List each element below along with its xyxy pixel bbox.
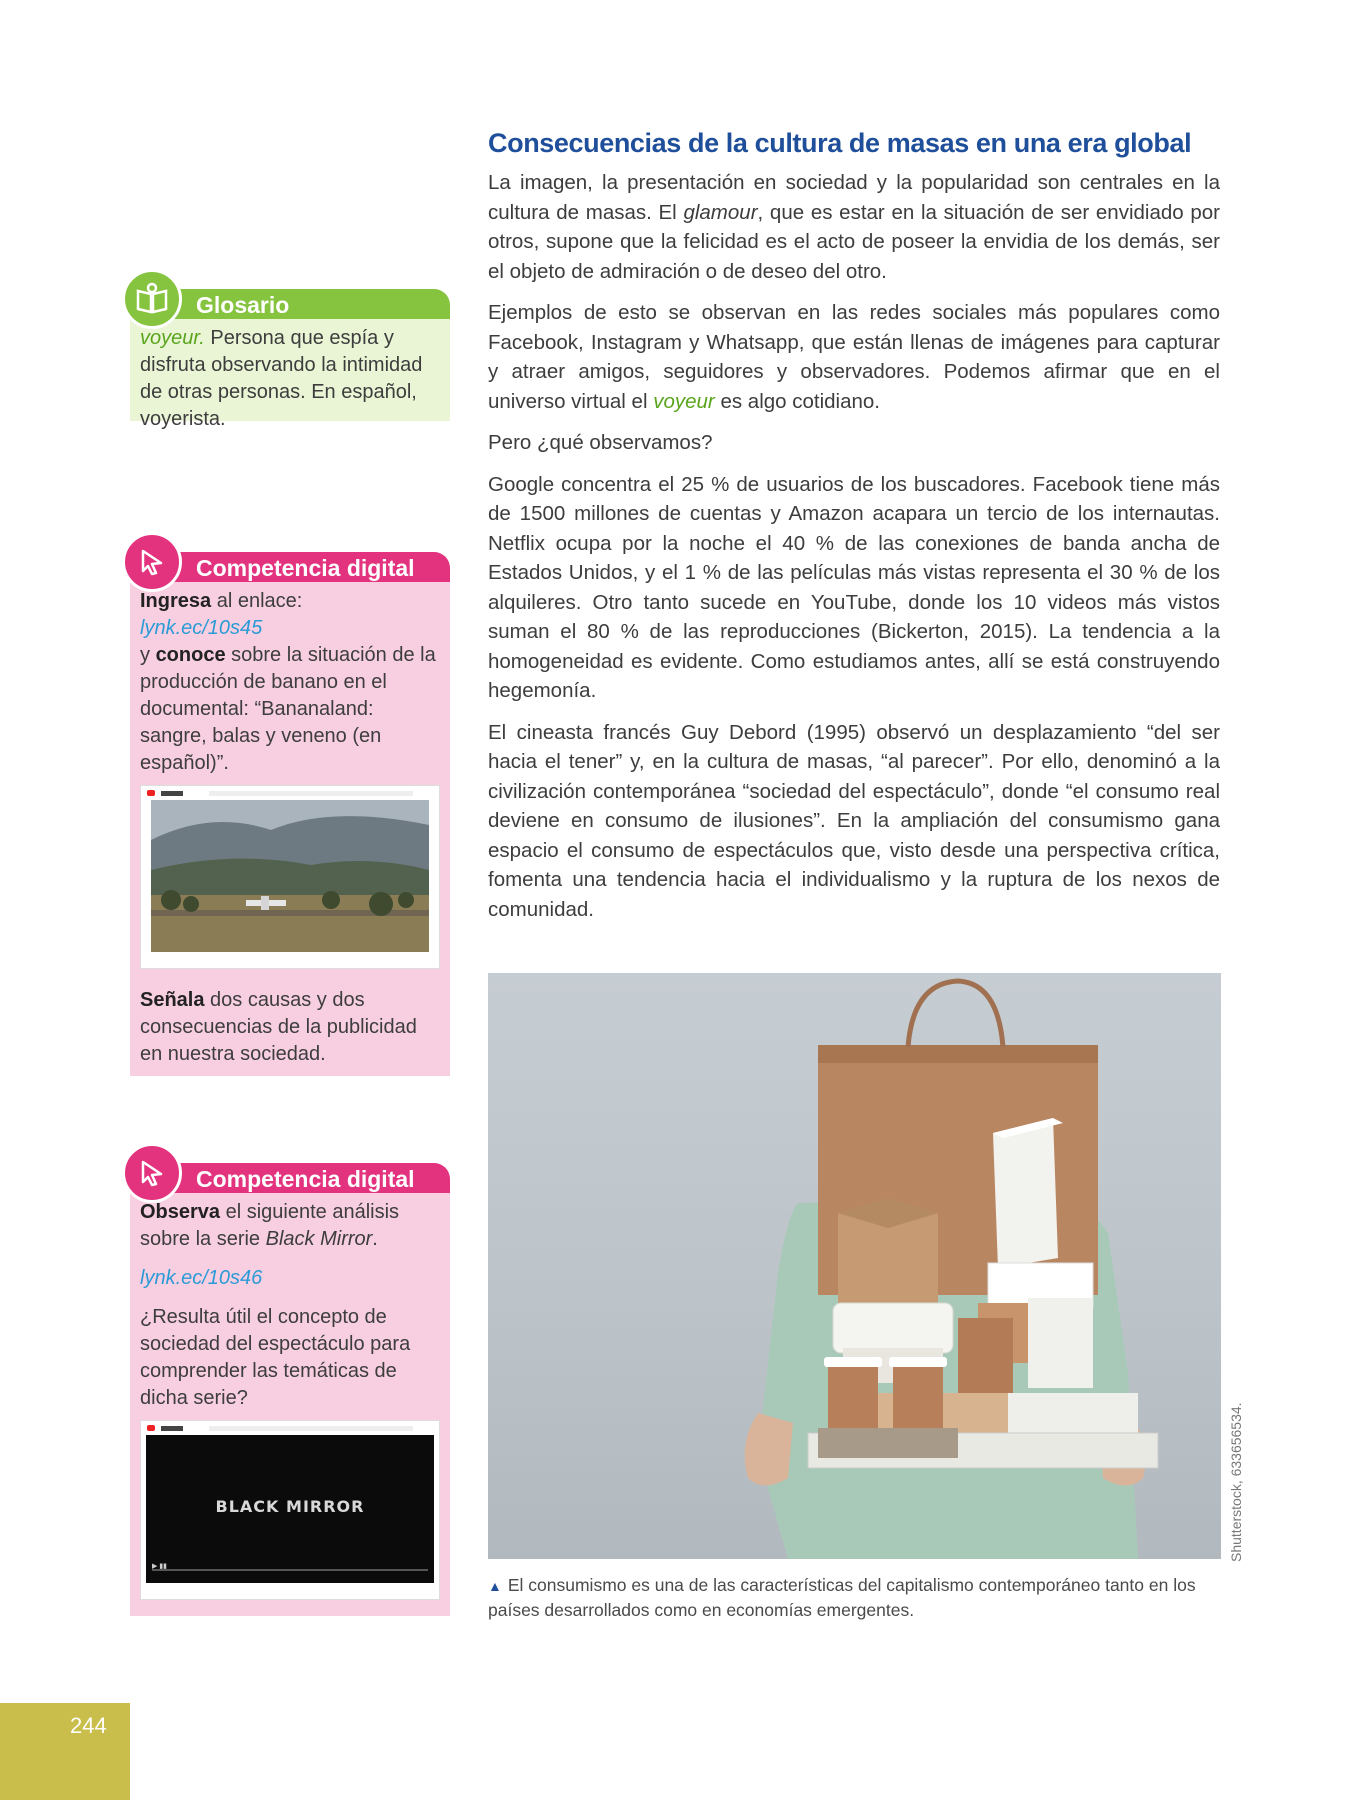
- glamour-term: glamour: [683, 200, 758, 224]
- video-title: BLACK MIRROR: [215, 1497, 365, 1516]
- paragraph-2: Ejemplos de esto se observan en las redes sociales más populares como Facebook, Instagram y Whatsapp, que están llenas de imágenes para capturar y atraer amigos, seguidores y observadores. Podemos afirmar que en el universo virtual el voyeur es algo cotidiano.: [488, 301, 1220, 413]
- youtube-logo-icon: [147, 790, 155, 796]
- main-column: [488, 126, 1220, 936]
- glosario-body: [130, 317, 450, 430]
- person-with-packages-illustration: [488, 973, 1221, 1559]
- airplane-runway-image: [151, 800, 429, 952]
- play-icon[interactable]: ▶ ▮▮: [152, 1563, 168, 1570]
- competencia-title-2: Competencia digital: [196, 1166, 415, 1192]
- paragraph-1: La imagen, la presentación en sociedad y la popularidad son centrales en la cultura de masas. El glamour, que es estar en la situación de ser envidiado por otros, supone que la felicidad es el acto de poseer la envidia de los demás, ser el objeto de admiración o de deseo del otro.: [488, 171, 1221, 283]
- glosario-header: [130, 283, 450, 317]
- competencia-digital-box-2: [130, 1157, 450, 1616]
- glosario-term: voyeur.: [140, 327, 205, 349]
- paragraph-3: Pero ¿qué observamos?: [488, 431, 713, 454]
- bananaland-link[interactable]: lynk.ec/10s45: [140, 617, 263, 639]
- black-mirror-link[interactable]: lynk.ec/10s46: [140, 1267, 263, 1289]
- paragraph-4: Google concentra el 25 % de usuarios de los buscadores. Facebook tiene más de 1500 millones de cuentas y Amazon acapara un tercio de los internautas. Netflix ocupa por la noche el 40 % de las conexiones de banda ancha de Estados Unidos, y el 1 % de las películas más vistas representa el 30 % de los alquileres. Otro tanto sucede en YouTube, donde los 10 videos más vistos suman el 80 % de las reproducciones (Bickerton, 2015). La tendencia a la homogeneidad es evidente. Como estudiamos antes, allí se está construyendo hegemonía.: [488, 472, 1220, 702]
- page-number: 244: [70, 1713, 107, 1738]
- glosario-title: Glosario: [196, 292, 290, 318]
- voyeur-term: voyeur: [653, 389, 715, 413]
- competencia-header-1: [130, 546, 450, 580]
- cursor-icon: [122, 532, 182, 592]
- page-number-band: [0, 1703, 130, 1800]
- competencia-question: ¿Resulta útil el concepto de sociedad del espectáculo para comprender las temáticas de dicha serie?: [140, 1306, 411, 1409]
- consumerism-photo: [488, 973, 1221, 1559]
- glosario-box: [130, 283, 450, 430]
- bananaland-video-thumbnail[interactable]: [140, 785, 440, 969]
- competencia-digital-box-1: [130, 546, 450, 1076]
- competencia-header-2: [130, 1157, 450, 1191]
- competencia-body-1: Ingresa al enlace: lynk.ec/10s45 y conoce sobre la situación de la producción de banano en el documental: “Bananaland: sangre, balas y veneno (en español)”. Señala dos causas y dos consecuencias de la publicidad en nuestra sociedad.: [130, 580, 450, 1076]
- youtube-logo-icon: [147, 1425, 155, 1431]
- caption-triangle-icon: ▲: [488, 1578, 502, 1594]
- photo-credit: Shutterstock, 633656534.: [1228, 1402, 1244, 1562]
- black-mirror-video-thumbnail[interactable]: [140, 1420, 440, 1600]
- photo-caption: ▲ El consumismo es una de las características del capitalismo contemporáneo tanto en los países desarrollados como en economías emergentes.: [488, 1575, 1196, 1620]
- section-title: Consecuencias de la cultura de masas en una era global: [488, 128, 1192, 158]
- competencia-body-2: Observa el siguiente análisis sobre la serie Black Mirror. lynk.ec/10s46 ¿Resulta útil el concepto de sociedad del espectáculo para comprender las temáticas de dicha serie? BLACK MIRROR ▶ ▮▮: [130, 1191, 450, 1616]
- glosario-definition: Persona que espía y disfruta observando la intimidad de otras personas. En español, voyerista.: [140, 327, 423, 430]
- paragraph-5: El cineasta francés Guy Debord (1995) observó un desplazamiento “del ser hacia el tener” y, en la cultura de masas, “al parecer”. Por ello, denominó a la civilización contemporánea “sociedad del espectáculo”, donde “el consumo real deviene en consumo de ilusiones”. En la ampliación del consumismo gana espacio el consumo de espectáculos que, visto desde una perspectiva crítica, fomenta una tendencia hacia el individualismo y la ruptura de los nexos de comunidad.: [488, 720, 1220, 921]
- cursor-icon: [122, 1143, 182, 1203]
- black-mirror-video-frame: [146, 1435, 434, 1583]
- video-progress-bar[interactable]: [152, 1569, 428, 1571]
- book-icon: [122, 269, 182, 329]
- competencia-title-1: Competencia digital: [196, 555, 415, 581]
